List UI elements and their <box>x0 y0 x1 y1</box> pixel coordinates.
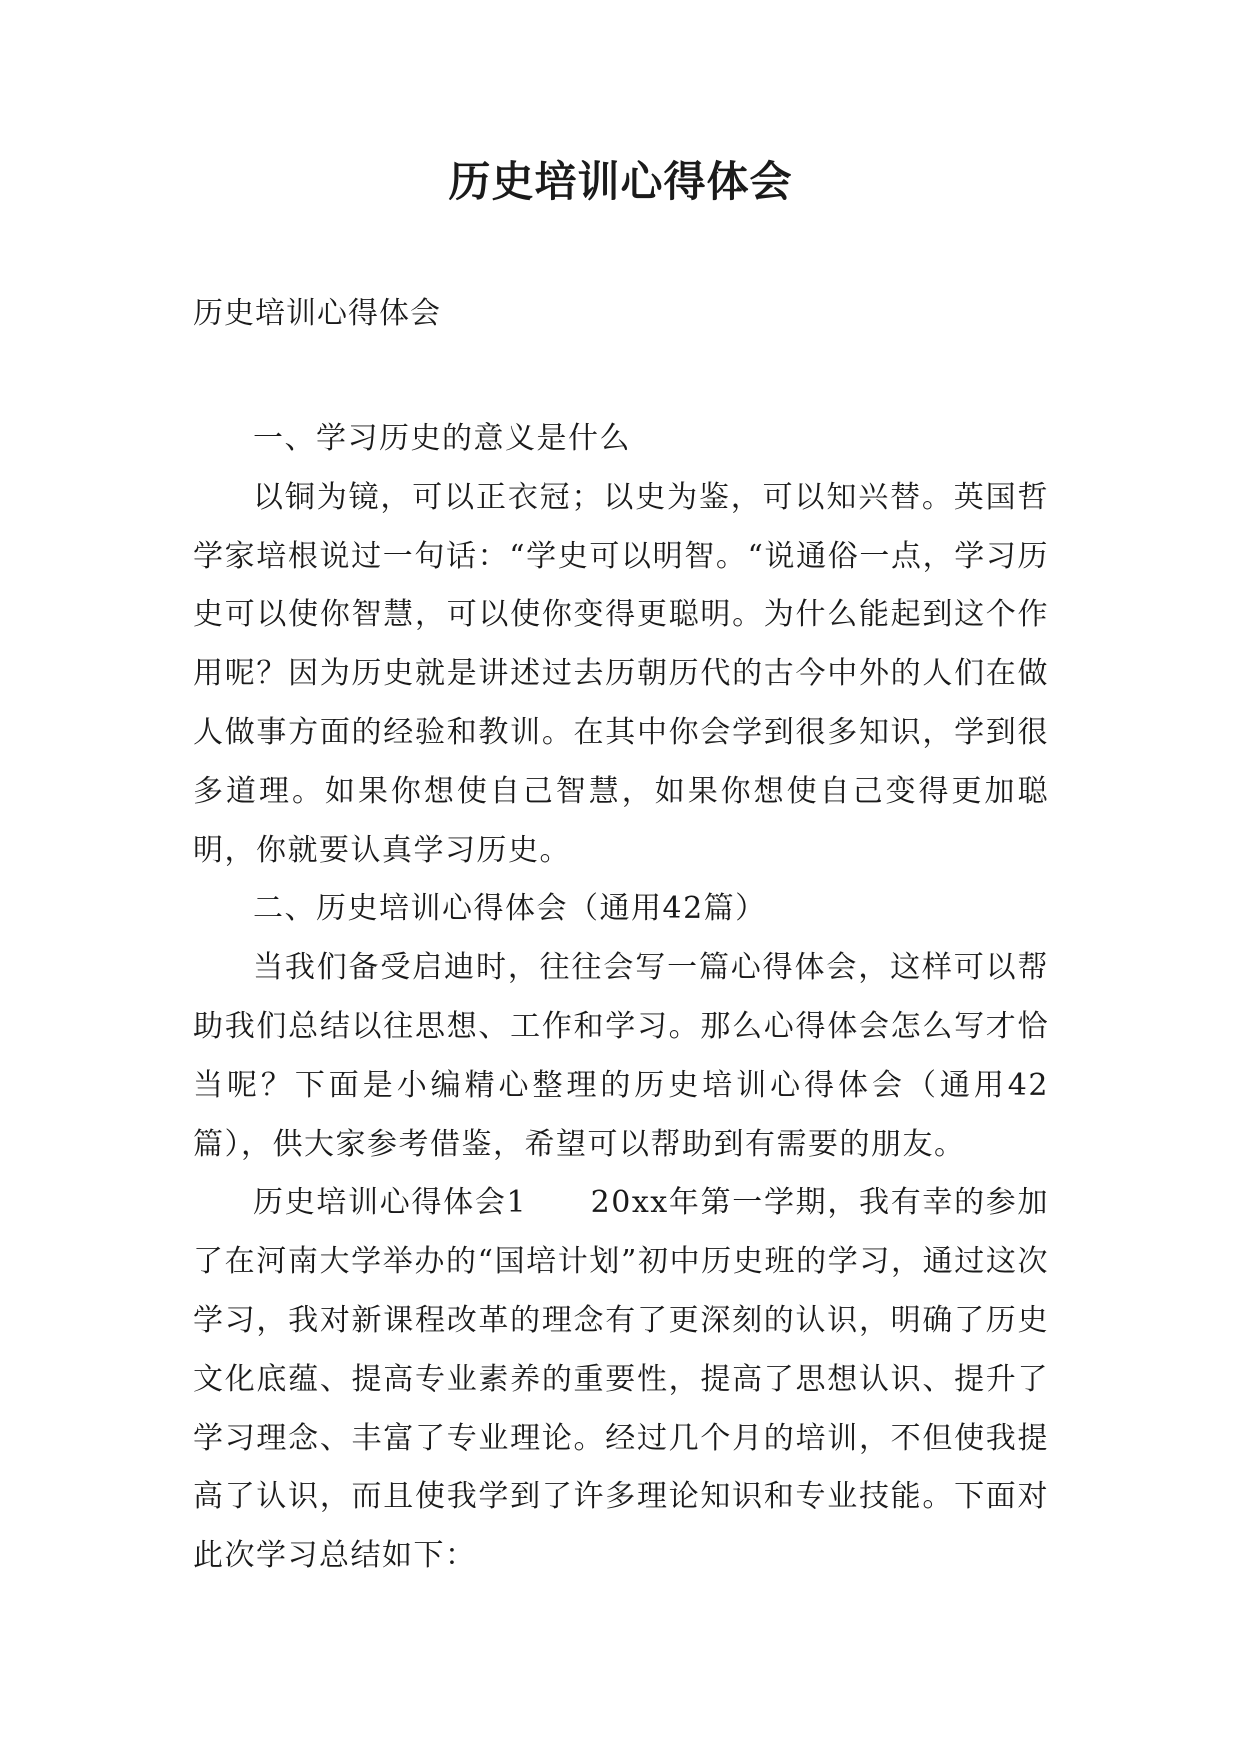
paragraph-introduction: 当我们备受启迪时，往往会写一篇心得体会，这样可以帮助我们总结以往思想、工作和学习。那么心得体会怎么写才恰当呢？下面是小编精心整理的历史培训心得体会（通用42篇），供大家参考借鉴，希望可以帮助到有需要的朋友。 <box>193 950 1049 1162</box>
section-heading-meaning: 一、学习历史的意义是什么 <box>253 421 631 456</box>
document-title: 历史培训心得体会 <box>448 157 793 206</box>
document-body <box>193 410 1049 1586</box>
document-subtitle: 历史培训心得体会 <box>193 296 441 331</box>
paragraph-experience-1: 历史培训心得体会1 20xx年第一学期，我有幸的参加了在河南大学举办的“国培计划”初中历史班的学习，通过这次学习，我对新课程改革的理念有了更深刻的认识，明确了历史文化底蕴、提高专业素养的重要性，提高了思想认识、提升了学习理念、丰富了专业理论。经过几个月的培训，不但使我提高了认识，而且使我学到了许多理论知识和专业技能。下面对此次学习总结如下： <box>193 1185 1049 1574</box>
paragraph-meaning-of-history: 以铜为镜，可以正衣冠；以史为鉴，可以知兴替。英国哲学家培根说过一句话：“学史可以明智。“说通俗一点，学习历史可以使你智慧，可以使你变得更聪明。为什么能起到这个作用呢？因为历史就是讲述过去历朝历代的古今中外的人们在做人做事方面的经验和教训。在其中你会学到很多知识，学到很多道理。如果你想使自己智慧，如果你想使自己变得更加聪明，你就要认真学习历史。 <box>193 479 1049 868</box>
section-heading-experience: 二、历史培训心得体会（通用42篇） <box>253 891 767 927</box>
